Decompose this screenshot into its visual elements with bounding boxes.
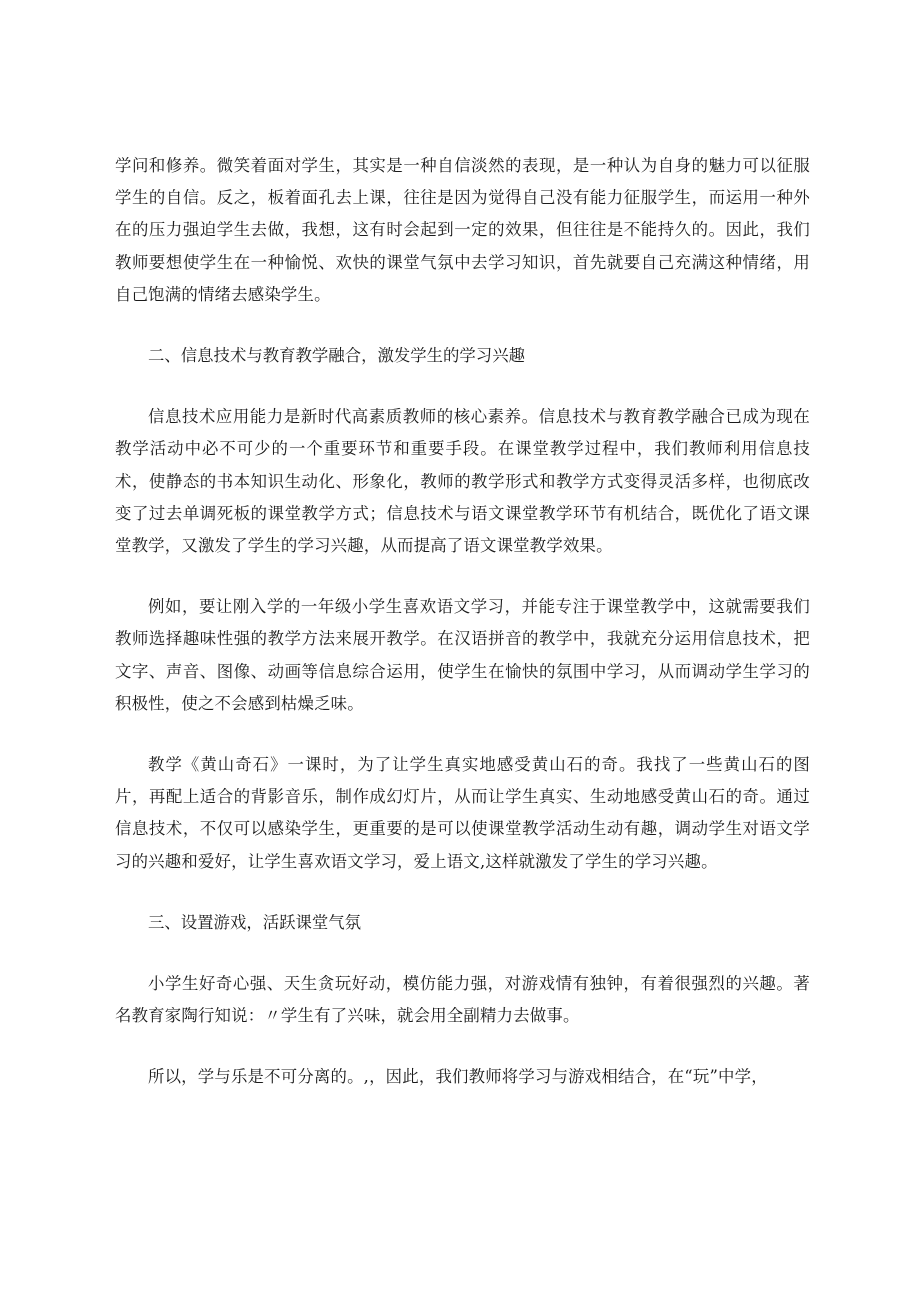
document-body bbox=[115, 150, 810, 1123]
paragraph: 信息技术应用能力是新时代高素质教师的核心素养。信息技术与教育教学融合已成为现在教学活动中必不可少的一个重要环节和重要手段。在课堂教学过程中，我们教师利用信息技术，使静态的书本知识生动化、形象化，教师的教学形式和教学方式变得灵活多样，也彻底改变了过去单调死板的课堂教学方式；信息技术与语文课堂教学环节有机结合，既优化了语文课堂教学，又激发了学生的学习兴趣，从而提高了语文课堂教学效果。 bbox=[115, 407, 810, 556]
section-heading-2: 二、信息技术与教育教学融合，激发学生的学习兴趣 bbox=[148, 346, 525, 366]
paragraph: 教学《黄山奇石》一课时，为了让学生真实地感受黄山石的奇。我找了一些黄山石的图片，再配上适合的背影音乐，制作成幻灯片，从而让学生真实、生动地感受黄山石的奇。通过信息技术，不仅可以感染学生，更重要的是可以使课堂教学活动生动有趣，调动学生对语文学习的兴趣和爱好，让学生喜欢语文学习，爱上语文,这样就激发了学生的学习兴趣。 bbox=[115, 755, 810, 871]
paragraph-continuation: 学问和修养。微笑着面对学生，其实是一种自信淡然的表现，是一种认为自身的魅力可以征服学生的自信。反之，板着面孔去上课，往往是因为觉得自己没有能力征服学生，而运用一种外在的压力强迫学生去做，我想，这有时会起到一定的效果，但往往是不能持久的。因此，我们教师要想使学生在一种愉悦、欢快的课堂气氛中去学习知识，首先就要自己充满这种情绪，用自己饱满的情绪去感染学生。 bbox=[115, 156, 810, 304]
section-heading-3: 三、设置游戏，活跃课堂气氛 bbox=[148, 912, 362, 932]
paragraph: 例如，要让刚入学的一年级小学生喜欢语文学习，并能专注于课堂教学中，这就需要我们教师选择趣味性强的教学方法来展开教学。在汉语拼音的教学中，我就充分运用信息技术，把文字、声音、图像、动画等信息综合运用，使学生在愉快的氛围中学习，从而调动学生学习的积极性，使之不会感到枯燥乏味。 bbox=[115, 597, 810, 713]
paragraph: 小学生好奇心强、天生贪玩好动，模仿能力强，对游戏情有独钟，有着很强烈的兴趣。著名教育家陶行知说：〃学生有了兴味，就会用全副精力去做事。 bbox=[115, 974, 810, 1026]
paragraph: 所以，学与乐是不可分离的。,，因此，我们教师将学习与游戏相结合，在“玩”中学， bbox=[148, 1067, 768, 1087]
